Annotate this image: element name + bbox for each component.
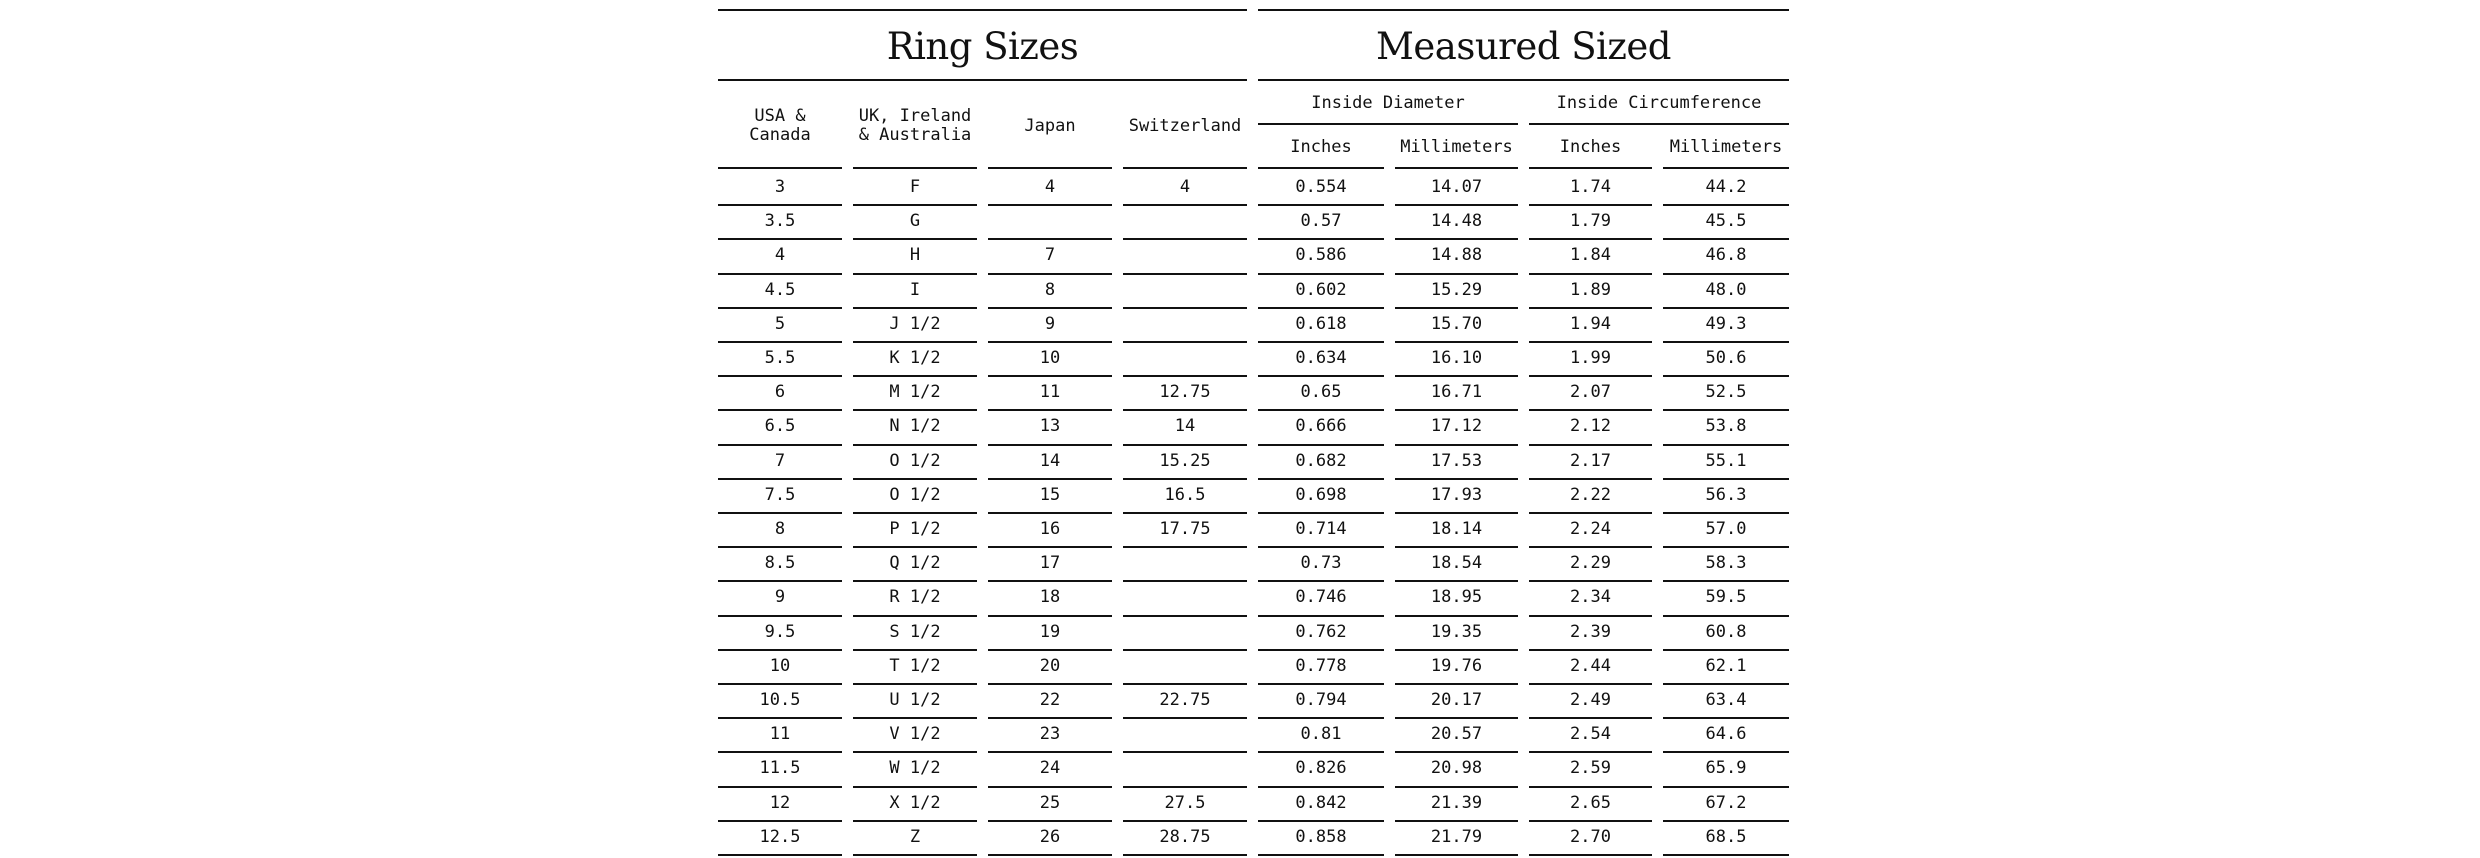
table-cell: 17.12: [1430, 416, 1483, 437]
table-cell: 1.99: [1570, 348, 1611, 369]
table-cell: H: [909, 245, 921, 266]
table-cell: 24: [1039, 758, 1061, 779]
table-cell: 55.1: [1705, 450, 1747, 471]
header-usa-canada: USA & Canada: [749, 106, 811, 145]
table-cell: 6.5: [764, 416, 796, 437]
table-cell: [1123, 582, 1247, 613]
table-cell: 2.24: [1570, 519, 1611, 540]
table-cell: 0.714: [1295, 519, 1347, 540]
table-cell: 63.4: [1705, 690, 1747, 711]
table-cell: 2.39: [1570, 621, 1611, 642]
table-cell: 0.65: [1300, 382, 1342, 403]
table-cell: 64.6: [1705, 724, 1747, 745]
table-cell: [1123, 275, 1247, 306]
table-cell: 2.49: [1570, 690, 1611, 711]
table-cell: 18.14: [1430, 519, 1483, 540]
table-cell: 2.34: [1570, 587, 1611, 608]
table-cell: Z: [909, 826, 921, 847]
table-cell: 1.74: [1570, 177, 1611, 198]
table-cell: 8.5: [764, 553, 796, 574]
table-cell: 0.826: [1295, 758, 1347, 779]
table-cell: 0.81: [1300, 724, 1342, 745]
table-cell: 10: [1039, 348, 1061, 369]
table-cell: 1.79: [1570, 211, 1611, 232]
table-cell: 3: [774, 177, 786, 198]
table-cell: 15.29: [1430, 279, 1483, 300]
table-cell: 0.842: [1295, 792, 1347, 813]
title-rule-ring-sizes: [718, 79, 1247, 81]
table-cell: 1.89: [1570, 279, 1611, 300]
table-cell: O 1/2: [889, 450, 941, 471]
header-rule-col-4: [1258, 167, 1384, 169]
table-cell: 7: [774, 450, 786, 471]
header-rule-col-6: [1529, 167, 1652, 169]
row-rule: [1258, 854, 1384, 856]
table-cell: 2.22: [1570, 484, 1611, 505]
table-cell: U 1/2: [889, 690, 941, 711]
table-cell: 0.634: [1295, 348, 1347, 369]
table-cell: 5.5: [764, 348, 796, 369]
table-cell: 19: [1039, 621, 1061, 642]
table-cell: 62.1: [1705, 655, 1747, 676]
table-cell: 0.586: [1295, 245, 1347, 266]
table-cell: 52.5: [1705, 382, 1747, 403]
group-rule-inside-circumference: [1529, 123, 1789, 125]
group-rule-inside-diameter: [1258, 123, 1518, 125]
table-cell: [1123, 651, 1247, 682]
table-cell: 19.76: [1430, 655, 1483, 676]
table-cell: [1123, 753, 1247, 784]
table-cell: 11.5: [759, 758, 801, 779]
table-cell: [1123, 343, 1247, 374]
table-cell: 1.94: [1570, 313, 1611, 334]
table-cell: 13: [1039, 416, 1061, 437]
top-rule-ring-sizes: [718, 9, 1247, 11]
table-cell: 22.75: [1159, 690, 1211, 711]
table-cell: 18.54: [1430, 553, 1483, 574]
table-cell: I: [909, 279, 921, 300]
table-cell: O 1/2: [889, 484, 941, 505]
table-cell: 27.5: [1164, 792, 1206, 813]
table-cell: 28.75: [1159, 826, 1211, 847]
table-cell: 0.778: [1295, 655, 1347, 676]
table-cell: 20.57: [1430, 724, 1483, 745]
header-inside-circumference: Inside Circumference: [1556, 92, 1762, 113]
table-cell: 14: [1174, 416, 1196, 437]
table-cell: 48.0: [1705, 279, 1747, 300]
table-cell: 5: [774, 313, 786, 334]
table-cell: 18.95: [1430, 587, 1483, 608]
table-cell: 16.10: [1430, 348, 1483, 369]
table-cell: 10: [769, 655, 791, 676]
header-rule-col-2: [988, 167, 1112, 169]
table-cell: 8: [1044, 279, 1056, 300]
table-cell: [1123, 719, 1247, 750]
table-cell: 4: [1044, 177, 1056, 198]
table-cell: [1123, 548, 1247, 579]
table-cell: X 1/2: [889, 792, 941, 813]
header-rule-col-7: [1663, 167, 1789, 169]
table-cell: [1123, 240, 1247, 271]
table-cell: 16: [1039, 519, 1061, 540]
table-cell: N 1/2: [889, 416, 941, 437]
table-cell: 12: [769, 792, 791, 813]
table-cell: 16.5: [1164, 484, 1206, 505]
row-rule: [1395, 854, 1518, 856]
table-cell: 56.3: [1705, 484, 1747, 505]
table-cell: 0.858: [1295, 826, 1347, 847]
table-cell: F: [909, 177, 921, 198]
table-cell: T 1/2: [889, 655, 941, 676]
table-cell: 21.39: [1430, 792, 1483, 813]
table-cell: 7: [1044, 245, 1056, 266]
table-cell: 0.618: [1295, 313, 1347, 334]
table-cell: [1123, 206, 1247, 237]
table-cell: P 1/2: [889, 519, 941, 540]
table-cell: 0.666: [1295, 416, 1347, 437]
header-circumference-millimeters: Millimeters: [1669, 136, 1783, 157]
table-cell: 2.07: [1570, 382, 1611, 403]
header-circumference-inches: Inches: [1559, 136, 1622, 157]
table-cell: 7.5: [764, 484, 796, 505]
table-cell: 2.12: [1570, 416, 1611, 437]
table-cell: 23: [1039, 724, 1061, 745]
table-cell: 0.698: [1295, 484, 1347, 505]
section-title-ring-sizes: Ring Sizes: [886, 24, 1079, 68]
table-cell: K 1/2: [889, 348, 941, 369]
table-cell: 57.0: [1705, 519, 1747, 540]
table-cell: 25: [1039, 792, 1061, 813]
table-cell: 45.5: [1705, 211, 1747, 232]
table-cell: 59.5: [1705, 587, 1747, 608]
table-cell: 0.602: [1295, 279, 1347, 300]
table-cell: 4.5: [764, 279, 796, 300]
header-switzerland: Switzerland: [1128, 115, 1242, 136]
table-cell: 0.794: [1295, 690, 1347, 711]
table-cell: 68.5: [1705, 826, 1747, 847]
table-cell: 60.8: [1705, 621, 1747, 642]
table-cell: [1123, 617, 1247, 648]
table-cell: G: [909, 211, 921, 232]
table-cell: 14.07: [1430, 177, 1483, 198]
header-rule-col-1: [853, 167, 977, 169]
table-cell: J 1/2: [889, 313, 941, 334]
top-rule-measured-sizes: [1258, 9, 1789, 11]
table-cell: 0.73: [1300, 553, 1342, 574]
row-rule: [988, 854, 1112, 856]
table-cell: 2.54: [1570, 724, 1611, 745]
table-cell: 14: [1039, 450, 1061, 471]
table-cell: [1123, 309, 1247, 340]
table-cell: 9: [1044, 313, 1056, 334]
table-cell: 17.75: [1159, 519, 1211, 540]
table-cell: 2.65: [1570, 792, 1611, 813]
table-cell: 2.70: [1570, 826, 1611, 847]
table-cell: 16.71: [1430, 382, 1483, 403]
row-rule: [1663, 854, 1789, 856]
table-cell: 12.5: [759, 826, 801, 847]
table-cell: 14.48: [1430, 211, 1483, 232]
table-cell: 20.17: [1430, 690, 1483, 711]
table-cell: 2.59: [1570, 758, 1611, 779]
table-cell: 26: [1039, 826, 1061, 847]
table-cell: 8: [774, 519, 786, 540]
table-cell: Q 1/2: [889, 553, 941, 574]
header-rule-col-0: [718, 167, 842, 169]
row-rule: [718, 854, 842, 856]
table-cell: 17: [1039, 553, 1061, 574]
table-cell: 2.44: [1570, 655, 1611, 676]
title-rule-measured-sizes: [1258, 79, 1789, 81]
table-cell: [988, 206, 1112, 237]
table-cell: W 1/2: [889, 758, 941, 779]
header-japan: Japan: [1024, 115, 1076, 136]
table-cell: 46.8: [1705, 245, 1747, 266]
table-cell: 14.88: [1430, 245, 1483, 266]
table-cell: 4: [774, 245, 786, 266]
table-cell: 49.3: [1705, 313, 1747, 334]
table-cell: 4: [1179, 177, 1191, 198]
header-diameter-millimeters: Millimeters: [1400, 136, 1513, 157]
table-cell: 11: [1039, 382, 1061, 403]
table-cell: S 1/2: [889, 621, 941, 642]
table-cell: 20.98: [1430, 758, 1483, 779]
header-rule-col-5: [1395, 167, 1518, 169]
table-cell: 17.93: [1430, 484, 1483, 505]
header-diameter-inches: Inches: [1290, 136, 1352, 157]
table-cell: 44.2: [1705, 177, 1747, 198]
table-cell: 15: [1039, 484, 1061, 505]
table-cell: 67.2: [1705, 792, 1747, 813]
table-cell: M 1/2: [889, 382, 941, 403]
table-cell: 21.79: [1430, 826, 1483, 847]
table-cell: 15.25: [1159, 450, 1211, 471]
row-rule: [853, 854, 977, 856]
header-inside-diameter: Inside Diameter: [1311, 92, 1465, 113]
row-rule: [1529, 854, 1652, 856]
table-cell: 0.762: [1295, 621, 1347, 642]
table-cell: 2.17: [1570, 450, 1611, 471]
row-rule: [1123, 854, 1247, 856]
table-cell: 20: [1039, 655, 1061, 676]
table-cell: 17.53: [1430, 450, 1483, 471]
table-cell: 18: [1039, 587, 1061, 608]
table-cell: V 1/2: [889, 724, 941, 745]
table-cell: 9: [774, 587, 786, 608]
table-cell: 9.5: [764, 621, 796, 642]
table-cell: 10.5: [759, 690, 801, 711]
section-title-measured-sizes: Measured Sized: [1376, 24, 1671, 68]
table-cell: 0.554: [1295, 177, 1347, 198]
table-cell: 12.75: [1159, 382, 1211, 403]
table-cell: 0.682: [1295, 450, 1347, 471]
table-cell: 53.8: [1705, 416, 1747, 437]
table-cell: 58.3: [1705, 553, 1747, 574]
table-cell: 1.84: [1570, 245, 1611, 266]
header-rule-col-3: [1123, 167, 1247, 169]
table-cell: 19.35: [1430, 621, 1483, 642]
table-cell: 6: [774, 382, 786, 403]
table-cell: 15.70: [1430, 313, 1483, 334]
header-uk-ireland-australia: UK, Ireland & Australia: [858, 106, 972, 145]
table-cell: 0.746: [1295, 587, 1347, 608]
table-cell: 50.6: [1705, 348, 1747, 369]
table-cell: 11: [769, 724, 791, 745]
table-cell: 0.57: [1300, 211, 1342, 232]
table-cell: 22: [1039, 690, 1061, 711]
table-cell: 65.9: [1705, 758, 1747, 779]
table-cell: 3.5: [764, 211, 796, 232]
table-cell: R 1/2: [889, 587, 941, 608]
table-cell: 2.29: [1570, 553, 1611, 574]
